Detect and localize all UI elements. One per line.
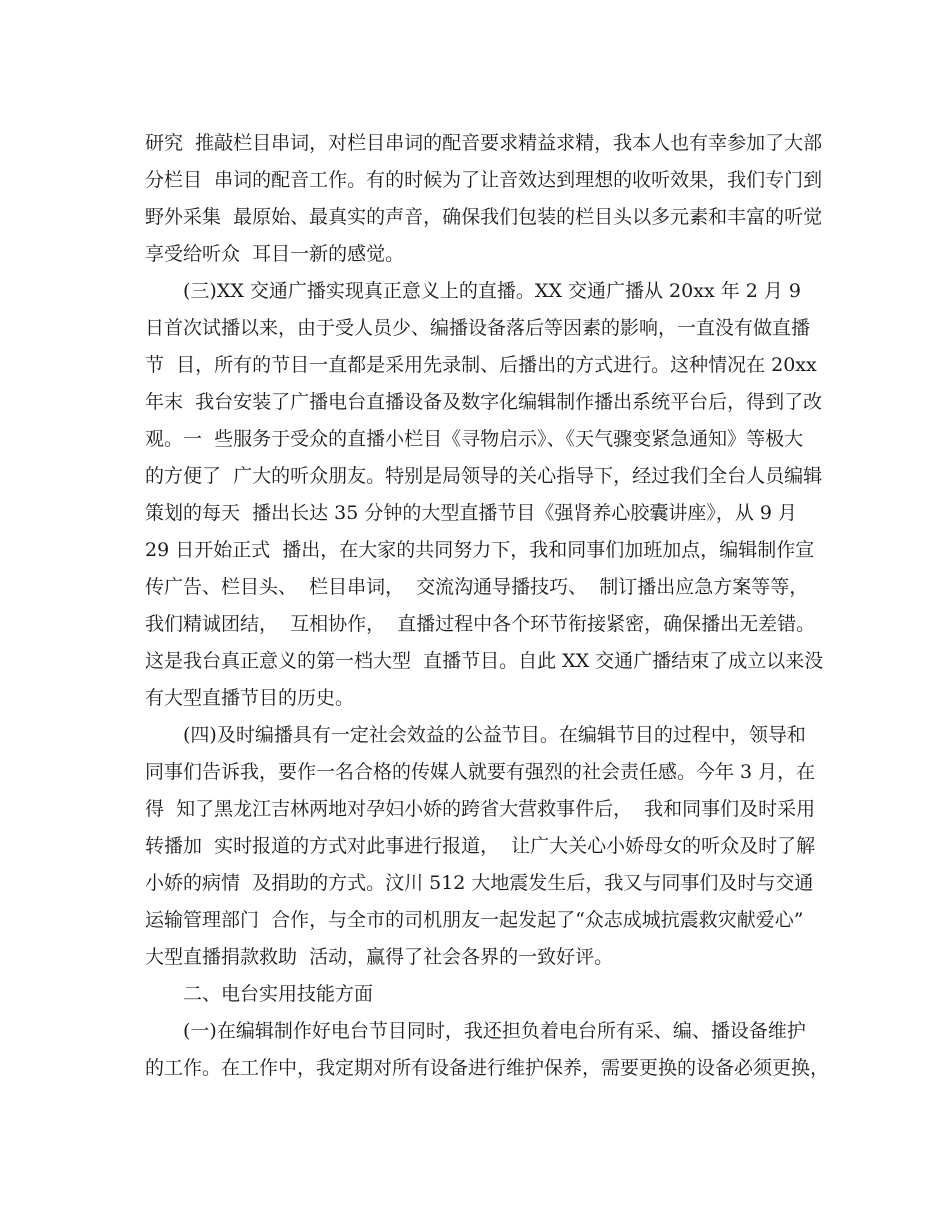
text-line: 运输管理部门 合作，与全市的司机朋友一起发起了“众志成城抗震救灾献爱心” <box>145 909 804 931</box>
text-line: 大型直播捐款救助 活动，赢得了社会各界的一致好评。 <box>145 946 614 968</box>
text-line: 分栏目 串词的配音工作。有的时候为了让音效达到理想的收听效果，我们专门到 <box>145 169 823 191</box>
text-line: 转播加 实时报道的方式对此事进行报道， 让广大关心小娇母女的听众及时了解 <box>145 835 816 857</box>
text-line: 的方便了 广大的听众朋友。特别是局领导的关心指导下，经过我们全台人员编辑 <box>145 465 823 487</box>
text-line: 我们精诚团结， 互相协作， 直播过程中各个环节衔接紧密，确保播出无差错。 <box>145 613 816 635</box>
paragraph-first-line: (四)及时编播具有一定社会效益的公益节目。在编辑节目的过程中，领导和 <box>183 724 806 746</box>
text-line: 节 目，所有的节目一直都是采用先录制、后播出的方式进行。这种情况在 20xx <box>145 354 817 376</box>
text-line: 日首次试播以来，由于受人员少、编播设备落后等因素的影响，一直没有做直播 <box>145 317 811 339</box>
text-line: 研究 推敲栏目串词，对栏目串词的配音要求精益求精，我本人也有幸参加了大部 <box>145 132 823 154</box>
text-line: 传广告、栏目头、 栏目串词， 交流沟通导播技巧、 制订播出应急方案等等， <box>145 576 809 598</box>
text-line: 同事们告诉我，要作一名合格的传媒人就要有强烈的社会责任感。今年 3 月，在 <box>145 761 816 783</box>
text-line: 年末 我台安装了广播电台直播设备及数字化编辑制作播出系统平台后，得到了改 <box>145 391 823 413</box>
text-line: 野外采集 最原始、最真实的声音，确保我们包装的栏目头以多元素和丰富的听觉 <box>145 206 823 228</box>
text-line: 29 日开始正式 播出，在大家的共同努力下，我和同事们加班加点，编辑制作宣 <box>145 539 815 561</box>
text-line: 小娇的病情 及捐助的方式。汶川 512 大地震发生后，我又与同事们及时与交通 <box>145 872 814 894</box>
text-line: 的工作。在工作中，我定期对所有设备进行维护保养，需要更换的设备必须更换， <box>145 1057 830 1079</box>
text-line: 有大型直播节目的历史。 <box>145 687 355 709</box>
text-line: 这是我台真正意义的第一档大型 直播节目。自此 XX 交通广播结束了成立以来没 <box>145 650 824 672</box>
text-line: 策划的每天 播出长达 35 分钟的大型直播节目《强肾养心胶囊讲座》，从 9 月 <box>145 502 798 524</box>
paragraph-first-line: (三)XX 交通广播实现真正意义上的直播。XX 交通广播从 20xx 年 2 月 9 <box>183 280 801 302</box>
paragraph-first-line: (一)在编辑制作好电台节目同时，我还担负着电台所有采、编、播设备维护 <box>183 1020 806 1042</box>
section-heading: 二、电台实用技能方面 <box>183 983 374 1005</box>
text-line: 观。一 些服务于受众的直播小栏目《寻物启示》、《天气骤变紧急通知》等极大 <box>145 428 804 450</box>
text-line: 享受给听众 耳目一新的感觉。 <box>145 243 405 265</box>
text-line: 得 知了黑龙江吉林两地对孕妇小娇的跨省大营救事件后， 我和同事们及时采用 <box>145 798 816 820</box>
